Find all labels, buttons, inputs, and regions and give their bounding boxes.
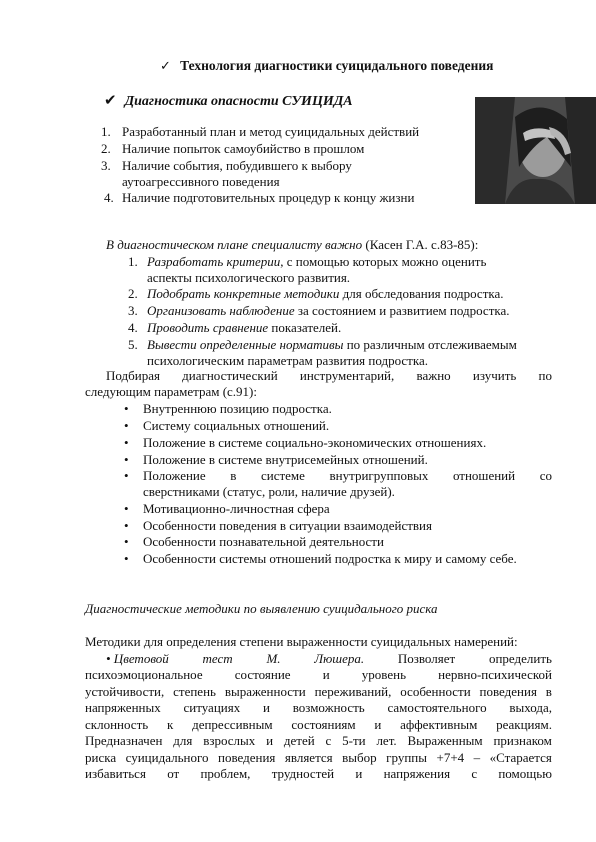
- word: изучить: [472, 368, 517, 383]
- checkmark-icon: ✓: [160, 59, 171, 74]
- bullet-icon: •: [124, 534, 129, 549]
- bullet-icon: •: [124, 551, 129, 566]
- word: со: [539, 468, 552, 483]
- bullet-icon: •: [124, 518, 129, 533]
- word: и: [266, 733, 274, 748]
- plan-intro-italic: В диагностическом плане специалисту важно: [106, 237, 363, 252]
- word: нервно-психической: [438, 667, 552, 682]
- list-item: [124, 550, 517, 567]
- word: к: [166, 717, 174, 732]
- word: для: [173, 733, 193, 748]
- word: • Цветовой: [106, 651, 169, 666]
- list-item: [147, 253, 552, 270]
- list-text: Особенности познавательной деятельности: [143, 534, 384, 549]
- list-number: 2.: [128, 286, 138, 301]
- word: группы: [386, 750, 427, 765]
- page-title: Технология диагностики суицидального поведения: [180, 58, 494, 73]
- list-item: [147, 319, 341, 336]
- list-emphasis: Проводить сравнение: [147, 320, 269, 335]
- word: проблем,: [200, 766, 251, 781]
- word: особенности: [400, 684, 471, 699]
- list-text: для обследования подростка.: [339, 286, 504, 301]
- list-text-continuation: аутоагрессивного поведения: [122, 174, 280, 189]
- word: напряженных: [85, 700, 161, 715]
- word: тест: [202, 651, 233, 666]
- word: по: [538, 368, 552, 383]
- list-item: [124, 533, 384, 550]
- word: и: [262, 700, 270, 715]
- bullet-icon: •: [124, 452, 129, 467]
- list-item: [101, 123, 420, 140]
- word: избавиться: [85, 766, 146, 781]
- word: трудностей: [271, 766, 335, 781]
- list-text-continuation: сверстниками (статус, роли, наличие друзей).: [143, 484, 395, 499]
- paragraph-line: [106, 650, 552, 667]
- word: является: [284, 750, 333, 765]
- list-text: , с помощью которых можно оценить: [280, 254, 487, 269]
- word: +7+4: [436, 750, 465, 765]
- list-text: Наличие события, побудившего к выбору: [122, 158, 352, 173]
- word: поведения: [479, 684, 537, 699]
- list-emphasis: Вывести определенные нормативы: [147, 337, 344, 352]
- word: Подбирая: [106, 368, 160, 383]
- distressed-woman-photo: [475, 97, 596, 204]
- list-item: [124, 400, 332, 417]
- word: системе: [260, 468, 305, 483]
- word: внутригрупповых: [329, 468, 429, 483]
- word: риска: [85, 750, 117, 765]
- word: лет.: [376, 733, 397, 748]
- heavy-checkmark-icon: ✔: [104, 91, 117, 109]
- word: реакциям.: [496, 717, 552, 732]
- word: ситуациях: [183, 700, 241, 715]
- list-text: Положение в системе внутрисемейных отношений.: [143, 452, 428, 467]
- list-text: Положение в системе социально-экономических отношениях.: [143, 435, 487, 450]
- word: выхода,: [509, 700, 552, 715]
- list-text-continuation: аспекты психологического развития.: [147, 270, 351, 285]
- list-item: [143, 467, 552, 484]
- list-number: 3.: [101, 158, 111, 173]
- word: уровень: [361, 667, 407, 682]
- list-text: за состоянием и развитием подростка.: [294, 303, 510, 318]
- word: в: [545, 684, 552, 699]
- word: от: [167, 766, 180, 781]
- bullet-icon: •: [124, 501, 129, 516]
- paragraph-line: [85, 749, 552, 766]
- list-number: 3.: [128, 303, 138, 318]
- word: –: [473, 750, 481, 765]
- list-number: 1.: [128, 254, 138, 269]
- list-item: [124, 517, 432, 534]
- word: Позволяет: [397, 651, 456, 666]
- word: диагностический: [182, 368, 278, 383]
- word: отношений: [452, 468, 516, 483]
- word: М.: [266, 651, 281, 666]
- list-number: 2.: [101, 141, 111, 156]
- list-emphasis: Подобрать конкретные методики: [147, 286, 340, 301]
- list-item: [147, 302, 510, 319]
- word: суицидального: [125, 750, 209, 765]
- list-text: Систему социальных отношений.: [143, 418, 330, 433]
- word: важно: [416, 368, 451, 383]
- list-text: по различным отслеживаемым: [343, 337, 517, 352]
- list-number: 4.: [128, 320, 138, 335]
- word: признаком: [493, 733, 552, 748]
- word: с: [471, 766, 478, 781]
- bullet-icon: •: [124, 468, 129, 483]
- section-heading-row: [104, 91, 353, 110]
- paragraph-line: [85, 699, 552, 716]
- list-text-continuation: психологическим параметрам развития подростка.: [147, 353, 429, 368]
- paragraph-line: [85, 666, 552, 683]
- plan-intro-source: (Касен Г.А. с.83-85):: [362, 237, 479, 252]
- list-text: Мотивационно-личностная сфера: [143, 501, 330, 516]
- methods-heading: Диагностические методики по выявлению суицидального риска: [85, 601, 438, 616]
- list-item: [147, 336, 517, 353]
- bullet-icon: •: [124, 401, 129, 416]
- paragraph-line: [85, 716, 552, 733]
- list-item: [147, 285, 504, 302]
- word: самостоятельного: [387, 700, 487, 715]
- list-item: [124, 417, 330, 434]
- word: возможность: [292, 700, 365, 715]
- word: состояниям: [291, 717, 356, 732]
- word: выбор: [342, 750, 377, 765]
- list-text: Особенности системы отношений подростка к миру и самому себе.: [143, 551, 517, 566]
- list-number: 5.: [128, 337, 138, 352]
- list-emphasis: Организовать наблюдение: [147, 303, 295, 318]
- word: устойчивости,: [85, 684, 165, 699]
- word: 5-ти: [342, 733, 366, 748]
- word: и: [322, 667, 330, 682]
- word: в: [230, 468, 237, 483]
- list-emphasis: Разработать критерии: [147, 254, 281, 269]
- list-item: [124, 500, 330, 517]
- word: Выраженным: [407, 733, 483, 748]
- word: депрессивным: [192, 717, 273, 732]
- word: состояние: [234, 667, 291, 682]
- word: с: [325, 733, 332, 748]
- list-text: Особенности поведения в ситуации взаимодействия: [143, 518, 432, 533]
- paragraph-line: [85, 732, 552, 749]
- word: степень: [173, 684, 216, 699]
- word: определить: [488, 651, 552, 666]
- section-heading: Диагностика опасности СУИЦИДА: [124, 94, 353, 109]
- list-text: Наличие попыток самоубийство в прошлом: [122, 141, 365, 156]
- word: напряжения: [383, 766, 451, 781]
- word: психоэмоциональное: [85, 667, 203, 682]
- word: Предназначен: [85, 733, 163, 748]
- bullet-icon: •: [124, 418, 129, 433]
- word: детей: [283, 733, 315, 748]
- page-title-row: [160, 57, 493, 75]
- list-number: 1.: [101, 124, 111, 139]
- list-number: 4.: [104, 190, 114, 205]
- list-item: [124, 451, 428, 468]
- plan-intro: [106, 236, 478, 253]
- list-item: [101, 140, 365, 157]
- word: Положение: [143, 468, 206, 483]
- word: Люшера.: [314, 651, 365, 666]
- list-item: [104, 189, 415, 206]
- methods-intro: Методики для определения степени выраженности суицидальных намерений:: [85, 634, 518, 649]
- word: выраженности: [224, 684, 306, 699]
- word: поведения: [217, 750, 276, 765]
- list-item: [101, 157, 352, 174]
- word: инструментарий,: [299, 368, 395, 383]
- word: и: [374, 717, 382, 732]
- paragraph-line: [85, 765, 552, 782]
- word: и: [355, 766, 363, 781]
- word: взрослых: [203, 733, 256, 748]
- word: помощью: [498, 766, 552, 781]
- list-text: Разработанный план и метод суицидальных действий: [122, 124, 420, 139]
- paragraph-line: [85, 683, 552, 700]
- list-text: Внутреннюю позицию подростка.: [143, 401, 332, 416]
- list-text: Наличие подготовительных процедур к концу жизни: [122, 190, 415, 205]
- word: аффективным: [400, 717, 478, 732]
- list-text: показателей.: [268, 320, 342, 335]
- word: переживаний,: [314, 684, 392, 699]
- paragraph-line: следующим параметрам (с.91):: [85, 384, 257, 399]
- bullet-icon: •: [124, 435, 129, 450]
- word: склонность: [85, 717, 149, 732]
- word: «Старается: [489, 750, 552, 765]
- paragraph-line: [106, 367, 552, 384]
- list-item: [124, 434, 487, 451]
